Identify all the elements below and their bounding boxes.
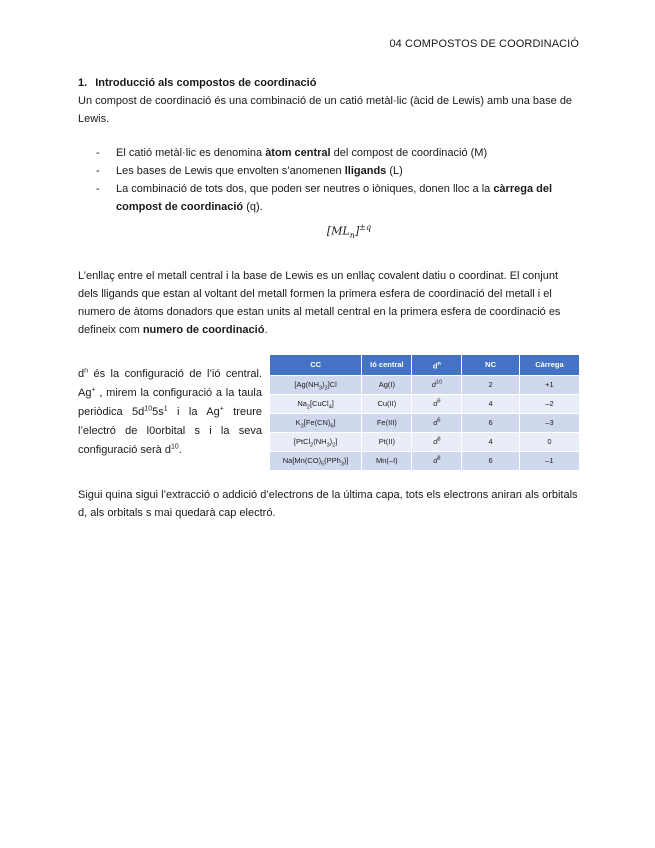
section-number: 1. [78, 77, 88, 89]
cell-nc: 4 [462, 433, 520, 452]
bullet-item [78, 144, 580, 162]
bullet-text: (q). [243, 201, 263, 213]
bullet-item [78, 180, 580, 216]
bullet-dash: - [96, 183, 100, 195]
table-row [270, 376, 580, 395]
cc-part: (PPh [324, 456, 341, 466]
formula-base: [ML [326, 224, 350, 238]
dn-base: d [433, 418, 438, 428]
dn-base: d [432, 361, 438, 371]
config-text: d [78, 367, 85, 380]
cc-sub: 3 [326, 442, 330, 449]
dn-value: 10 [435, 379, 443, 386]
config-text: i la Ag [167, 405, 220, 418]
table-header-row [270, 355, 580, 376]
cc-part: ] [333, 418, 336, 428]
formula-sup: ±q [359, 223, 372, 232]
cc-part: ] [331, 399, 334, 409]
bullet-bold: àtom central [265, 147, 331, 159]
col-cc: CC [270, 355, 362, 376]
cell-dn [412, 452, 462, 471]
cc-sub: 3 [340, 461, 344, 468]
cc-sub: 3 [300, 423, 304, 430]
page-header: 04 COMPOSTOS DE COORDINACIÓ [389, 38, 579, 50]
cc-part: ] [335, 437, 338, 447]
cell-cc [270, 395, 362, 414]
cc-part: [Ag(NH [294, 380, 319, 390]
intro-paragraph: Un compost de coordinació és una combinació de un catió metàl·lic (àcid de Lewis) amb una base de Lewis. [78, 95, 573, 125]
cell-ion: Pt(II) [362, 433, 412, 452]
col-charge: Càrrega [519, 355, 579, 376]
config-sup: + [91, 386, 96, 394]
dn-sup: n [437, 360, 441, 367]
col-ion: Ió central [362, 355, 412, 376]
bullet-text: El catió metàl·lic es denomina [116, 147, 266, 159]
cell-ion: Ag(I) [362, 376, 412, 395]
bullet-text: La combinació de tots dos, que poden ser neutres o iòniques, donen lloc a la [116, 183, 494, 195]
explanation-row [78, 355, 580, 471]
dn-value: 8 [437, 455, 441, 462]
cc-part: [Fe(CN) [303, 418, 331, 428]
config-sup: 10 [144, 405, 153, 413]
bullet-dash: - [96, 165, 100, 177]
dn-base: d [433, 456, 438, 466]
cc-part: Na[Mn(CO) [282, 456, 322, 466]
config-text: 5s [152, 405, 164, 418]
config-sup: n [84, 367, 89, 375]
config-text: treure l’electró de l0orbital s i la seva configuració serà d [78, 405, 262, 456]
cell-nc: 6 [462, 414, 520, 433]
paragraph-bold: numero de coordinació [142, 323, 265, 336]
cell-charge: –2 [519, 395, 579, 414]
cell-cc [270, 414, 362, 433]
table-row [270, 452, 580, 471]
bullet-text: del compost de coordinació (M) [330, 147, 488, 159]
config-text: , mirem la configuració a la taula periòdica 5d [78, 386, 262, 418]
cell-ion: Cu(II) [362, 395, 412, 414]
cc-sub: 2 [306, 404, 310, 411]
cc-sub: 4 [328, 404, 332, 411]
cc-part: [CuCl [309, 399, 329, 409]
section-title: Introducció als compostos de coordinació [95, 77, 317, 89]
formula-sub: n [349, 230, 355, 240]
cc-sub: 5 [321, 461, 325, 468]
formula-close: ] [354, 224, 360, 238]
config-sup: 10 [170, 443, 179, 451]
dn-base: d [433, 437, 438, 447]
cc-part: K [295, 418, 301, 428]
dn-base: d [431, 380, 436, 390]
cell-ion: Fe(III) [362, 414, 412, 433]
cell-dn [412, 376, 462, 395]
document-body [78, 74, 580, 522]
cell-charge: 0 [519, 433, 579, 452]
config-sup: 1 [163, 405, 168, 413]
cell-charge: +1 [519, 376, 579, 395]
cc-sub: 3 [319, 385, 323, 392]
cell-cc [270, 452, 362, 471]
cell-dn [412, 395, 462, 414]
col-nc: NC [462, 355, 520, 376]
configuration-text [78, 355, 262, 471]
bullet-dash: - [96, 147, 100, 159]
dn-base: d [433, 399, 438, 409]
bullet-text: (L) [386, 165, 403, 177]
coordination-paragraph [78, 267, 580, 339]
bullet-bold: càrrega del compost de coordinació [116, 183, 553, 213]
coordination-table-wrap [270, 355, 580, 471]
cc-part: ]Cl [327, 380, 337, 390]
coordination-table [270, 355, 580, 471]
cell-charge: –1 [519, 452, 579, 471]
cell-cc [270, 376, 362, 395]
config-text: . [178, 443, 182, 456]
bullet-item [78, 162, 580, 180]
table-row [270, 395, 580, 414]
cc-part: Na [297, 399, 307, 409]
section-heading [78, 74, 580, 92]
dn-value: 9 [437, 398, 441, 405]
cc-part: ) [329, 437, 333, 447]
config-sup: + [219, 405, 224, 413]
bullet-list [78, 144, 580, 216]
formula [118, 219, 580, 245]
cc-sub: 2 [310, 442, 314, 449]
cell-dn [412, 433, 462, 452]
cell-nc: 6 [462, 452, 520, 471]
cc-part: ) [322, 380, 325, 390]
cell-nc: 2 [462, 376, 520, 395]
cell-charge: –3 [519, 414, 579, 433]
cell-ion: Mn(–I) [362, 452, 412, 471]
table-row [270, 414, 580, 433]
col-dn [412, 355, 462, 376]
cc-part: (NH [313, 437, 327, 447]
paragraph-end: . [264, 323, 268, 336]
cc-part: [PtCl [293, 437, 311, 447]
cell-dn [412, 414, 462, 433]
table-row [270, 433, 580, 452]
cell-nc: 4 [462, 395, 520, 414]
closing-paragraph: Sigui quina sigui l’extracció o addició d’electrons de la última capa, tots els electrons aniran als orbitals d, als orbitals s mai quedarà cap electró. [78, 489, 578, 520]
bullet-bold: lligands [344, 165, 387, 177]
dn-value: 8 [437, 436, 441, 443]
dn-value: 5 [437, 417, 441, 424]
cell-cc [270, 433, 362, 452]
cc-sub: 2 [332, 442, 336, 449]
cc-sub: 2 [324, 385, 328, 392]
bullet-text: Les bases de Lewis que envolten s’anomenen [116, 165, 345, 177]
config-text: és la configuració de l’ió central. Ag [78, 367, 262, 399]
cc-sub: 6 [330, 423, 334, 430]
cc-part: )] [343, 456, 349, 466]
paragraph-text: L’enllaç entre el metall central i la base de Lewis es un enllaç covalent datiu o coordinat. El conjunt dels lligands que estan al voltant del metall formen la primera esfera de coordinació del metall i el numero de àtoms donadors que estan units al metall central en la primera esfera de coordinació es defineix com [78, 269, 561, 336]
